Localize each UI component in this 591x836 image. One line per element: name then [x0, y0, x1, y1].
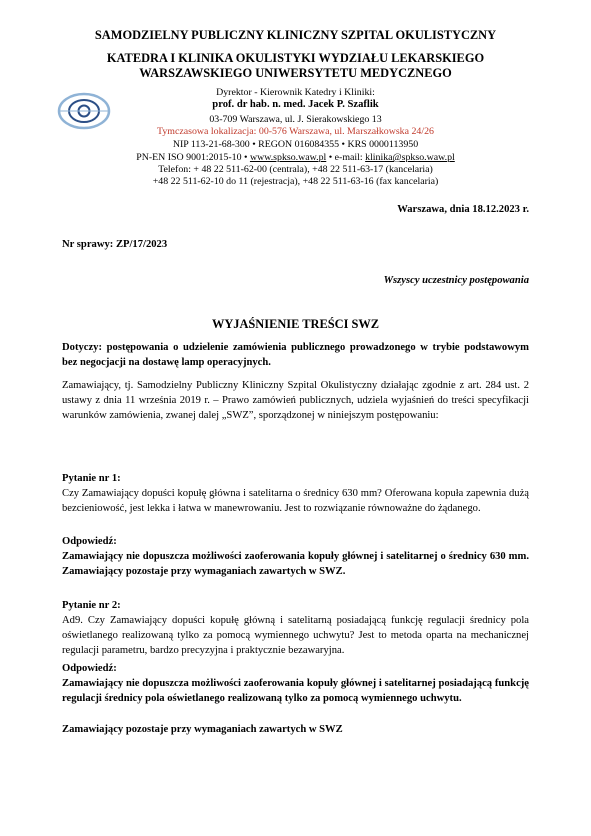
answer-1-text: Zamawiający nie dopuszcza możliwości zaoferowania kopuły głównej i satelitarnej o średnicy 630 mm. Zamawiający pozostaje przy wymaganiach zawartych w SWZ.	[62, 551, 529, 578]
temporary-location-text: owa lokalizacja: 00-576 Warszawa, ul. Marszałkowska 24/26	[191, 126, 434, 137]
answer-2-text: Zamawiający nie dopuszcza możliwości zaoferowania kopuły głównej i satelitarnej posiadającą funkcję regulacji średnicy pola oświetlanego realizowaną tylko za pomocą wymiennego uchwytu.	[62, 678, 529, 705]
iso-standard: PN-EN ISO 9001:2015-10 •	[136, 152, 250, 163]
subject: Dotyczy: postępowania o udzielenie zamówienia publicznego prowadzonego w trybie podstawowym bez negocjacji na dostawę lamp operacyjnych.	[62, 342, 529, 369]
department-name-line2: WARSZAWSKIEGO UNIWERSYTETU MEDYCZNEGO	[139, 66, 452, 80]
question-1-text: Czy Zamawiający dopuści kopułę główna i satelitarna o średnicy 630 mm? Oferowana kopuła zapewnia dużą bezcieniowość, jest lekka i łatwa w manewrowaniu. Jest to rozwiązanie równoważne do żądanego.	[62, 488, 529, 515]
answer-1-label: Odpowiedź:	[62, 536, 117, 547]
question-1-label: Pytanie nr 1:	[62, 473, 121, 484]
answer-2-extra: Zamawiający pozostaje przy wymaganiach zawartych w SWZ	[62, 724, 343, 735]
director-name: prof. dr hab. n. med. Jacek P. Szaflik	[212, 99, 379, 110]
website-link[interactable]: www.spkso.waw.pl	[249, 152, 327, 163]
director-label: Dyrektor - Kierownik Katedry i Kliniki:	[216, 87, 375, 98]
registry-ids: NIP 113-21-68-300 • REGON 016084355 • KRS 0000113950	[172, 139, 419, 150]
phone-line-1: Telefon: + 48 22 511-62-00 (centrala), +48 22 511-63-17 (kancelaria)	[158, 164, 433, 175]
email-label: • e-mail:	[326, 152, 366, 163]
document-title: WYJAŚNIENIE TREŚCI SWZ	[211, 317, 380, 331]
recipients: Wszyscy uczestnicy postępowania	[383, 275, 529, 286]
phone-line-2: +48 22 511-62-10 do 11 (rejestracja), +48 22 511-63-16 (fax kancelaria)	[152, 176, 439, 187]
email-link[interactable]: klinika@spkso.waw.pl	[365, 152, 455, 163]
department-name-line1: KATEDRA I KLINIKA OKULISTYKI WYDZIAŁU LEKARSKIEGO	[106, 51, 485, 65]
case-number: Nr sprawy: ZP/17/2023	[62, 239, 168, 250]
temporary-location	[0, 126, 591, 138]
date-line: Warszawa, dnia 18.12.2023 r.	[397, 204, 529, 215]
question-2-text: Ad9. Czy Zamawiający dopuści kopułę główną i satelitarną posiadającą funkcję regulacji średnicy pola oświetlanego realizowaną tylko za pomocą wymiennego uchwytu? Jest to metoda oparta na mechanicznej regulacji parametru, bardzo precyzyjna i praktycznie bezawaryjna.	[62, 615, 529, 657]
address: 03-709 Warszawa, ul. J. Sierakowskiego 13	[209, 114, 382, 125]
answer-2-label: Odpowiedź:	[62, 663, 117, 674]
contact-line	[0, 152, 591, 164]
temporary-location-prefix: Tymczas	[157, 126, 192, 137]
question-2-label: Pytanie nr 2:	[62, 600, 121, 611]
hospital-name: SAMODZIELNY PUBLICZNY KLINICZNY SZPITAL OKULISTYCZNY	[94, 28, 497, 42]
intro-paragraph: Zamawiający, tj. Samodzielny Publiczny Kliniczny Szpital Okulistyczny działając zgodnie z art. 284 ust. 2 ustawy z dnia 11 września 2019 r. – Prawo zamówień publicznych, udziela wyjaśnień do treści specyfikacji warunków zamówienia, zwanej dalej „SWZ”, sporządzonej w niniejszym postępowaniu:	[62, 380, 529, 422]
